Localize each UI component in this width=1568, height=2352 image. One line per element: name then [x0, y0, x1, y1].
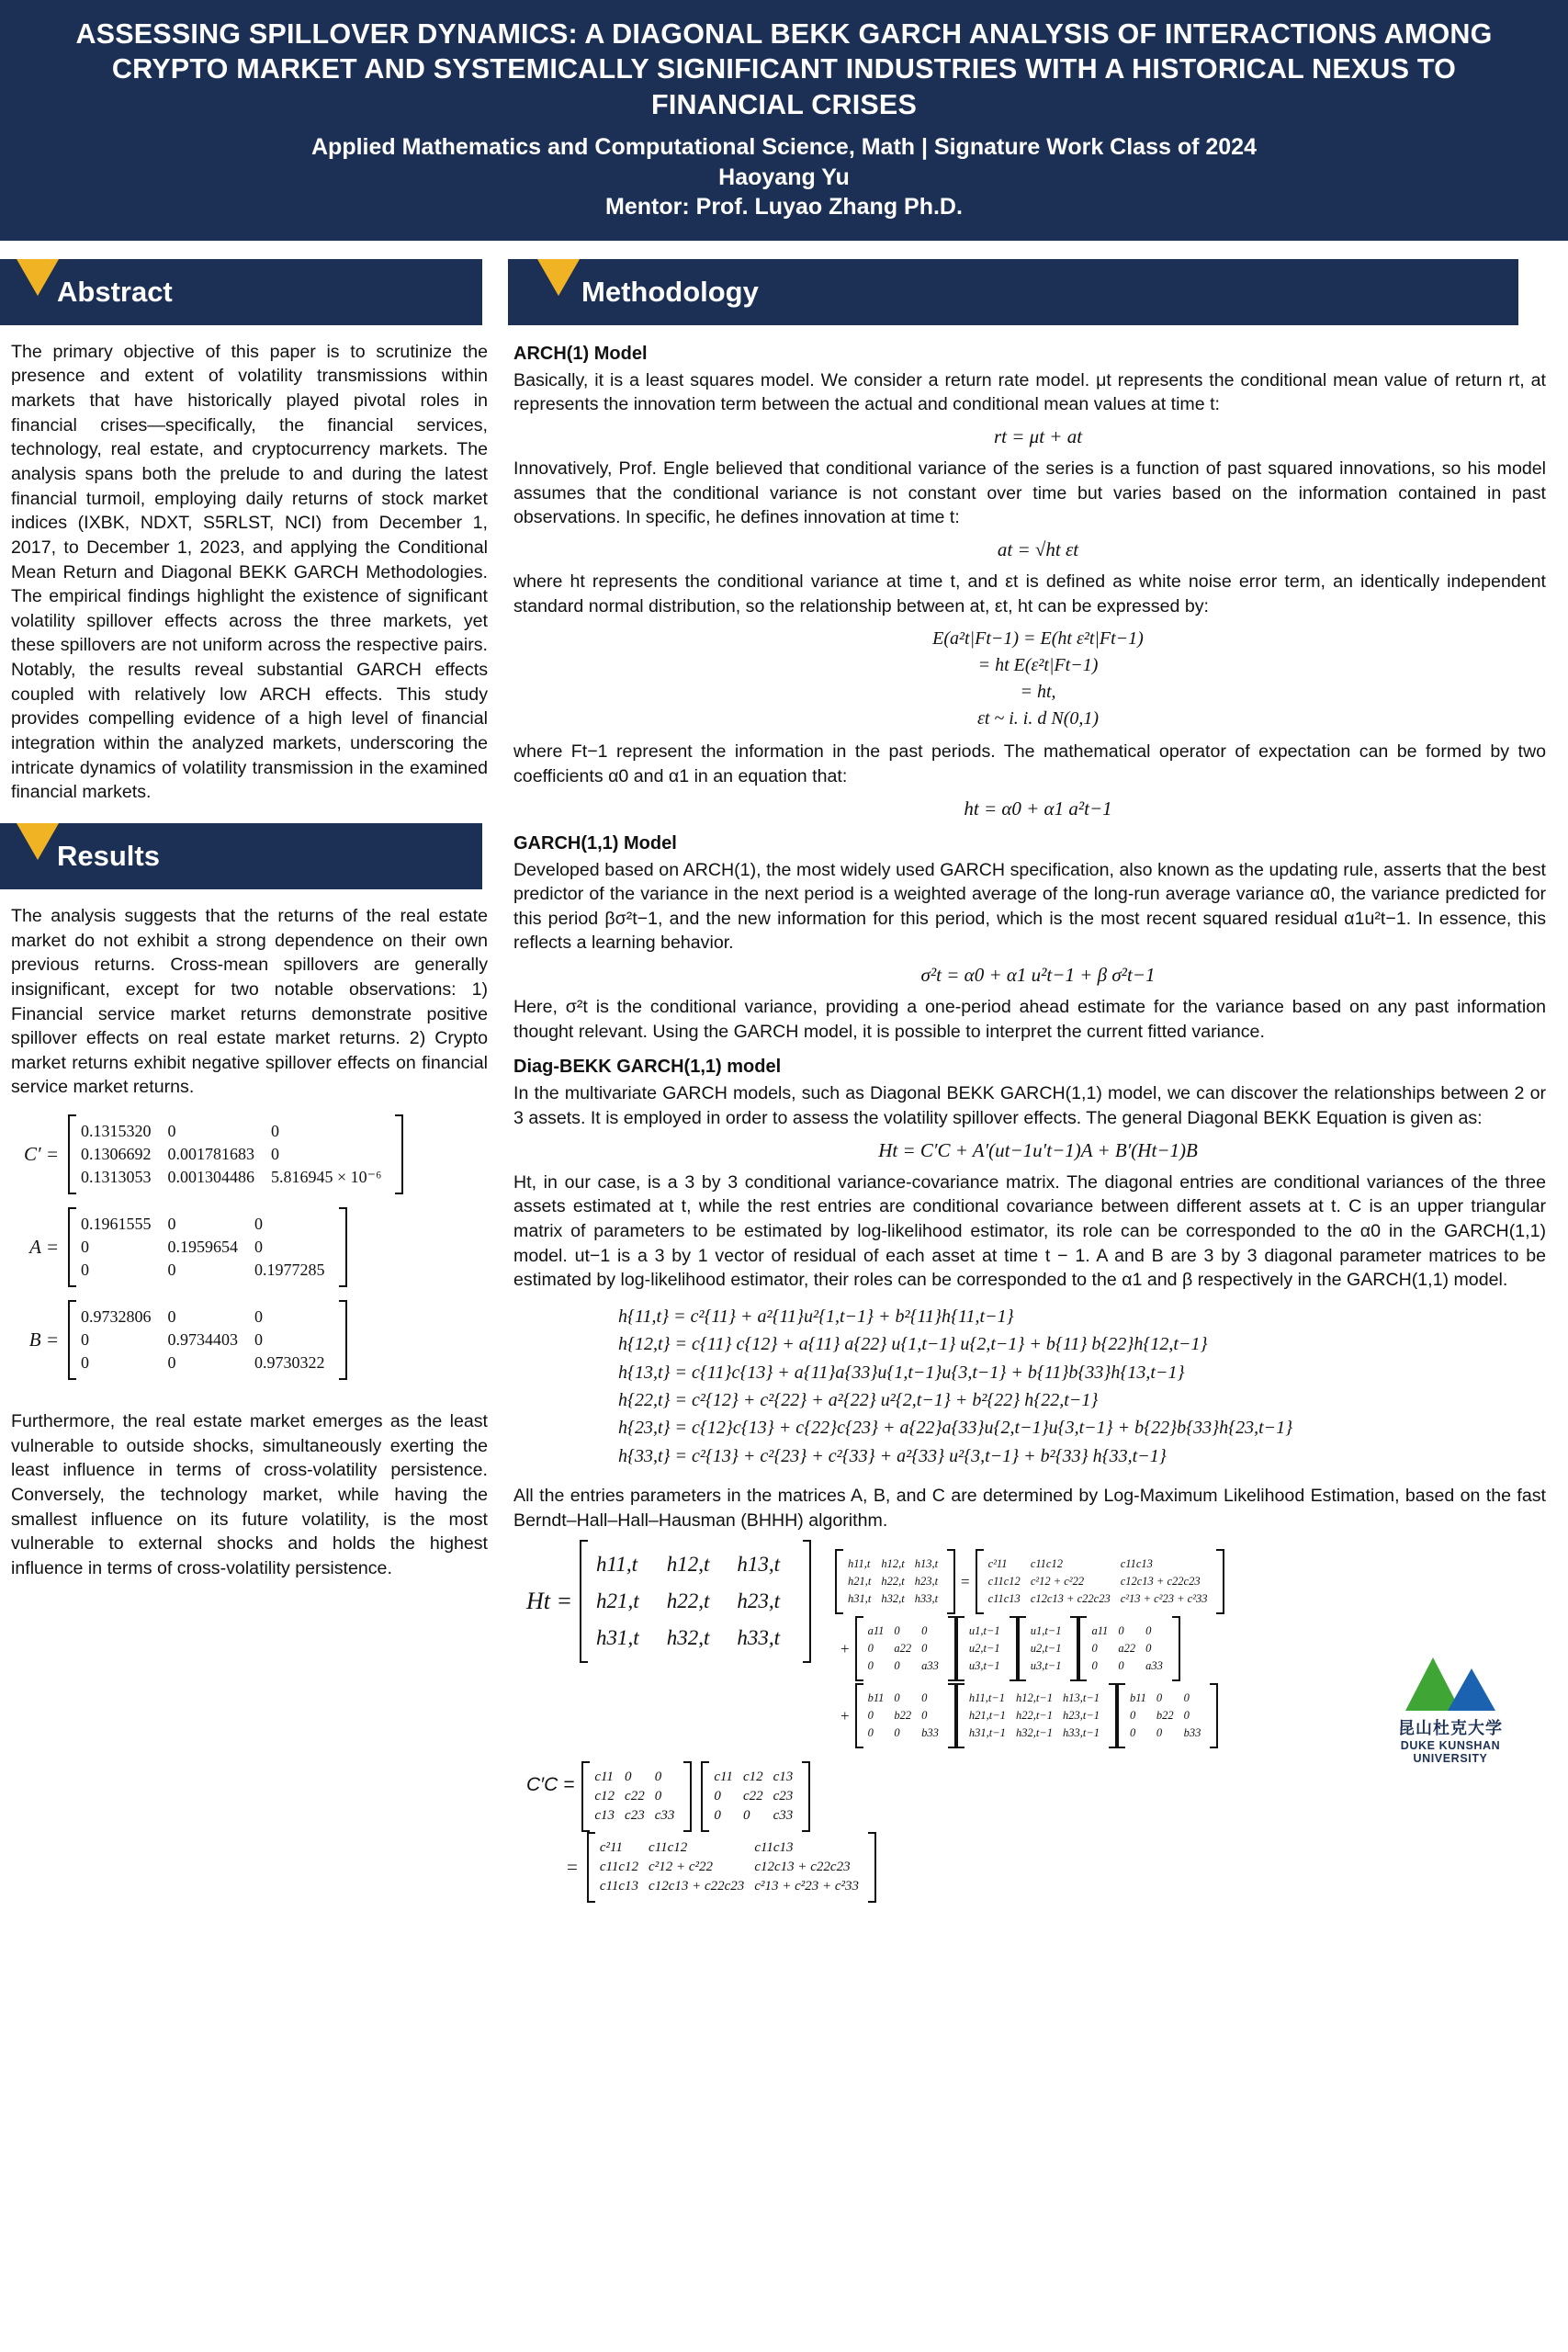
cell: 0 — [1118, 1659, 1124, 1673]
poster-body — [0, 241, 1568, 1902]
cell: 0 — [167, 1307, 176, 1327]
garch-paragraph-2: Here, σ²t is the conditional variance, providing a one-period ahead estimate for the variance based on any past information thought relevant. Using the GARCH model, it is possible to interpret the current fitted variance. — [513, 997, 1546, 1042]
ht-matrix — [526, 1542, 811, 1661]
cell: h33,t — [737, 1626, 780, 1650]
cell: c11c12 — [987, 1575, 1021, 1589]
matrix-bracket — [976, 1551, 1225, 1612]
bekk-equation-list — [508, 1302, 1568, 1471]
cell: 0.9730322 — [254, 1353, 325, 1373]
matrix-bracket — [855, 1685, 956, 1747]
cell: 0 — [867, 1659, 874, 1673]
cell: h31,t−1 — [968, 1726, 1006, 1740]
cell: 0 — [742, 1808, 750, 1824]
cell: 0 — [894, 1659, 900, 1673]
cell: 0 — [1091, 1642, 1098, 1656]
cell: 0 — [921, 1624, 928, 1638]
cell: h13,t−1 — [1062, 1691, 1100, 1705]
cell: 0.001304486 — [167, 1168, 254, 1187]
cell: b22 — [894, 1709, 912, 1723]
bekk-paragraph-1: In the multivariate GARCH models, such as Diagonal BEKK GARCH(1,1) model, we can discover the relationships between 2 or 3 assets. It is employed in order to assess the volatility spillover effects. The general Diagonal BEKK Equation is given as: — [513, 1083, 1546, 1129]
logo-english-name-line1: DUKE KUNSHAN — [1400, 1739, 1501, 1752]
cell: h13,t — [914, 1557, 939, 1571]
plus-sign: + — [840, 1639, 850, 1657]
matrix-bracket — [1078, 1618, 1179, 1679]
cell: h11,t — [596, 1553, 637, 1577]
cell: 0 — [1183, 1709, 1190, 1723]
equation-bekk: Ht = C′C + A′(ut−1u′t−1)A + B′(Ht−1)B — [878, 1138, 1198, 1161]
cell: 0 — [921, 1642, 928, 1656]
cell: u3,t−1 — [1030, 1659, 1062, 1673]
results-body-2: Furthermore, the real estate market emerges as the least vulnerable to outside shocks, simultaneously exerting the least influence in terms of cross-volatility persistence. Conversely, the technology market, while having the smallest influence on its future volatility, is the most vulnerable to external shocks and holds the highest influence in terms of cross-volatility persistence. — [11, 1411, 488, 1578]
abstract-title: Abstract — [0, 259, 482, 325]
cell: c12 — [742, 1770, 763, 1785]
expansion-row-3 — [835, 1685, 1225, 1747]
cell: h23,t — [914, 1575, 939, 1589]
cell: 0 — [271, 1122, 279, 1141]
bekk-paragraph-3: All the entries parameters in the matrices A, B, and C are determined by Log-Maximum Likelihood Estimation, based on the fast Berndt–Hall–Hall–Hausman (BHHH) algorithm. — [513, 1486, 1546, 1531]
cell: h11,t−1 — [968, 1691, 1005, 1705]
abstract-body: The primary objective of this paper is to scrutinize the presence and extent of volatility transmissions within markets that have historically played pivotal roles in financial crises—specifically, the financial services, technology, real estate, and cryptocurrency markets. The analysis spans both the prelude to and during the latest financial turmoil, employing daily returns of stock market indices (IXBK, NDXT, S5RLST, NCI) from December 1, 2017, to December 1, 2023, and applying the Conditional Mean Return and Diagonal BEKK GARCH Methodologies. The empirical findings highlight the existence of significant volatility spillover effects across the three markets, yet these spillovers are not uniform across the respective pairs. Notably, the results reveal substantial GARCH effects coupled with relatively low ARCH effects. This study provides compelling evidence of a high level of financial integration within the analyzed markets, underscoring the intricate dynamics of volatility transmission in the examined financial markets. — [11, 341, 488, 803]
cell: c²12 + c²22 — [1030, 1575, 1085, 1589]
logo-english-name-line2: UNIVERSITY — [1413, 1752, 1488, 1765]
matrix-bracket — [68, 1209, 347, 1285]
cell: 0 — [867, 1642, 874, 1656]
cell: h12,t−1 — [1015, 1691, 1053, 1705]
cell: c12 — [594, 1789, 615, 1804]
cell: h21,t−1 — [968, 1709, 1006, 1723]
cell: c13 — [773, 1770, 794, 1785]
cell: 0.1977285 — [254, 1261, 325, 1280]
cell: c²11 — [987, 1557, 1008, 1571]
cell: 5.816945 × 10⁻⁶ — [271, 1168, 382, 1187]
cell: b11 — [1130, 1691, 1146, 1705]
matrix-bracket — [581, 1763, 692, 1830]
cell: h12,t — [881, 1557, 905, 1571]
cell: u3,t−1 — [968, 1659, 1000, 1673]
cell: 0.1313053 — [81, 1168, 152, 1187]
cell: c²12 + c²22 — [649, 1860, 713, 1875]
triangle-marker-icon — [17, 259, 59, 296]
bekk-eq-11: h{11,t} = c²{11} + a²{11}u²{1,t−1} + b²{11}h{11,t−1} — [618, 1306, 1014, 1327]
cell: 0 — [81, 1261, 89, 1280]
cell: 0 — [625, 1770, 632, 1785]
matrix-bracket — [956, 1685, 1117, 1747]
equation-expectation-block — [508, 626, 1568, 732]
cell: 0 — [1145, 1642, 1152, 1656]
triangle-marker-icon — [537, 259, 580, 296]
cell: c11c13 — [599, 1879, 639, 1894]
matrix-bracket — [1018, 1618, 1079, 1679]
cell: 0 — [654, 1770, 662, 1785]
matrix-bracket — [68, 1302, 347, 1378]
blue-triangle-icon — [1448, 1668, 1495, 1711]
equation-line: = ht, — [1020, 682, 1056, 703]
cell: a33 — [921, 1659, 939, 1673]
cell: 0.9732806 — [81, 1307, 152, 1327]
triangle-marker-icon — [17, 823, 59, 860]
cell: h22,t — [666, 1589, 710, 1613]
left-column — [0, 241, 501, 1581]
matrix-bracket — [580, 1542, 811, 1661]
cell: 0 — [167, 1215, 176, 1234]
bekk-eq-13: h{13,t} = c{11}c{13} + a{11}a{33}u{1,t−1}u{3,t−1} + b{11}b{33}h{13,t−1} — [618, 1362, 1185, 1383]
cell: h21,t — [847, 1575, 872, 1589]
matrix-b-label: B = — [28, 1329, 59, 1351]
cell: 0.001781683 — [167, 1145, 254, 1164]
cell: c²13 + c²23 + c²33 — [754, 1879, 860, 1894]
ht-label: Ht = — [526, 1588, 573, 1615]
methodology-title: Methodology — [508, 259, 1518, 325]
cell: b33 — [921, 1726, 939, 1740]
expansion-row-1 — [835, 1551, 1225, 1612]
cell: 0.1306692 — [81, 1145, 152, 1164]
plus-sign: + — [840, 1706, 850, 1724]
cell: a11 — [1091, 1624, 1109, 1638]
matrix-a-label: A = — [29, 1236, 59, 1259]
section-header-results — [0, 823, 501, 889]
cell: c33 — [773, 1808, 794, 1824]
matrix-bracket — [587, 1834, 876, 1901]
matrix-bracket — [701, 1763, 810, 1830]
arch-paragraph-3: where ht represents the conditional variance at time t, and εt is defined as white noise error term, an identically independent standard normal distribution, so the relationship between at, εt, ht can be expressed by: — [513, 571, 1546, 616]
expansion-row-2 — [835, 1618, 1225, 1679]
cell: h21,t — [596, 1589, 639, 1613]
cell: 0 — [254, 1307, 263, 1327]
expansion-block — [835, 1545, 1225, 1747]
garch-paragraph-1: Developed based on ARCH(1), the most widely used GARCH specification, also known as the updating rule, asserts that the best predictor of the variance in the next period is a weighted average of the long-run average variance α0, the variance predicted for this period βσ²t−1, and the new information for this period, which is the most recent squared residual α1u²t−1. In essence, this reflects a learning behavior. — [513, 859, 1546, 954]
arch-heading: ARCH(1) Model — [513, 343, 648, 364]
cell: 0 — [254, 1330, 263, 1350]
cell: c23 — [773, 1789, 794, 1804]
bekk-eq-33: h{33,t} = c²{13} + c²{23} + c²{33} + a²{33} u²{3,t−1} + b²{33} h{33,t−1} — [618, 1445, 1167, 1466]
cell: c11 — [714, 1770, 733, 1785]
cell: h11,t — [847, 1557, 871, 1571]
bekk-eq-22: h{22,t} = c²{12} + c²{22} + a²{22} u²{2,t−1} + b²{22} h{22,t−1} — [618, 1390, 1099, 1411]
equation-rt: rt = μt + at — [993, 425, 1083, 448]
section-header-abstract — [0, 259, 501, 325]
matrix-b — [20, 1302, 501, 1378]
garch-heading: GARCH(1,1) Model — [513, 832, 677, 854]
cell: c11c12 — [1030, 1557, 1063, 1571]
bekk-eq-23: h{23,t} = c{12}c{13} + c{22}c{23} + a{22}a{33}u{2,t−1}u{3,t−1} + b{22}b{33}h{23,t−1} — [618, 1418, 1293, 1439]
cell: 0 — [867, 1726, 874, 1740]
cell: c12c13 + c22c23 — [1120, 1575, 1201, 1589]
section-header-methodology — [508, 259, 1568, 325]
arch-paragraph-4: where Ft−1 represent the information in the past periods. The mathematical operator of expectation can be formed by two coefficients α0 and α1 in an equation that: — [513, 741, 1546, 786]
bekk-eq-12: h{12,t} = c{11} c{12} + a{11} a{22} u{1,t−1} u{2,t−1} + b{11} b{22}h{12,t−1} — [618, 1334, 1208, 1355]
cell: c11c12 — [649, 1840, 688, 1856]
cell: h31,t — [847, 1592, 872, 1606]
header-author: Haoyang Yu — [718, 164, 850, 190]
cell: 0 — [1118, 1624, 1124, 1638]
results-title: Results — [0, 823, 482, 889]
equation-sigma: σ²t = α0 + α1 u²t−1 + β σ²t−1 — [920, 964, 1156, 987]
cell: h32,t — [881, 1592, 905, 1606]
cell: c11c13 — [754, 1840, 794, 1856]
cell: 0 — [167, 1353, 176, 1373]
cell: 0 — [1091, 1659, 1098, 1673]
cell: 0 — [81, 1353, 89, 1373]
logo-marks-icon — [1359, 1654, 1542, 1711]
cell: 0 — [921, 1709, 928, 1723]
cell: h12,t — [666, 1553, 710, 1577]
cell: h22,t−1 — [1015, 1709, 1053, 1723]
cell: 0 — [254, 1215, 263, 1234]
cell: 0 — [167, 1122, 176, 1141]
cell: c11c12 — [599, 1860, 639, 1875]
cell: c12c13 + c22c23 — [649, 1879, 745, 1894]
equals-sign: = — [567, 1856, 578, 1879]
cell: h23,t — [737, 1589, 780, 1613]
cell: h22,t — [881, 1575, 905, 1589]
cell: c12c13 + c22c23 — [1030, 1592, 1111, 1606]
cc-label: C′C = — [526, 1774, 575, 1796]
cell: h32,t−1 — [1015, 1726, 1053, 1740]
bekk-heading: Diag-BEKK GARCH(1,1) model — [513, 1057, 782, 1078]
cell: h31,t — [596, 1626, 639, 1650]
matrix-a — [20, 1209, 501, 1285]
cell: 0 — [254, 1238, 263, 1257]
matrix-bracket — [835, 1551, 955, 1612]
cell: c33 — [654, 1808, 675, 1824]
cell: a22 — [894, 1642, 912, 1656]
cell: 0 — [1130, 1709, 1136, 1723]
equation-line: εt ~ i. i. d N(0,1) — [976, 708, 1100, 729]
cell: 0 — [894, 1726, 900, 1740]
cell: h13,t — [737, 1553, 780, 1577]
cell: u1,t−1 — [1030, 1624, 1062, 1638]
arch-paragraph-1: Basically, it is a least squares model. We consider a return rate model. μt represents the conditional mean value of return rt, at represents the innovation term between the actual and conditional mean values at time t: — [513, 369, 1546, 415]
equation-ht: ht = α0 + α1 a²t−1 — [964, 797, 1112, 820]
cell: b22 — [1156, 1709, 1174, 1723]
university-logo — [1359, 1654, 1542, 1765]
cell: 0 — [894, 1691, 900, 1705]
header-subtitle: Applied Mathematics and Computational Science, Math | Signature Work Class of 2024 — [311, 134, 1257, 161]
cell: 0 — [1183, 1691, 1190, 1705]
page-title: ASSESSING SPILLOVER DYNAMICS: A DIAGONAL BEKK GARCH ANALYSIS OF INTERACTIONS AMONG CRYPTO MARKET AND SYSTEMICALLY SIGNIFICANT INDUSTRIES WITH A HISTORICAL NEXUS TO FINANCIAL CRISES — [75, 18, 1493, 120]
cell: 0.1959654 — [167, 1238, 238, 1257]
poster-header — [0, 0, 1568, 241]
bekk-paragraph-2: Ht, in our case, is a 3 by 3 conditional variance-covariance matrix. The diagonal entries are conditional variances of the three assets estimated at t, while the rest entries are conditional covariance between different assets at t. C is an upper triangular matrix of parameters to be estimated by log-likelihood estimator, its role can be corresponded to the α0 in the GARCH(1,1) model. ut−1 is a 3 by 1 vector of residual of each asset at time t − 1. A and B are 3 by 3 diagonal parameter matrices to be estimated by log-likelihood estimator, their roles can be corresponded to the α1 and β respectively in the GARCH(1,1) model. — [513, 1171, 1546, 1291]
cell: c11c13 — [1120, 1557, 1153, 1571]
cell: c11c13 — [987, 1592, 1021, 1606]
matrix-bracket — [68, 1116, 403, 1193]
equation-line: = ht E(ε²t|Ft−1) — [977, 655, 1099, 676]
matrix-bracket — [855, 1618, 956, 1679]
cell: a11 — [867, 1624, 885, 1638]
cell: b33 — [1183, 1726, 1201, 1740]
equation-line: E(a²t|Ft−1) = E(ht ε²t|Ft−1) — [932, 628, 1144, 650]
cell: 0 — [654, 1789, 662, 1804]
cell: 0 — [1130, 1726, 1136, 1740]
cell: c11 — [594, 1770, 614, 1785]
cell: 0.1961555 — [81, 1215, 152, 1234]
cell: h33,t−1 — [1062, 1726, 1100, 1740]
cc-result-block — [561, 1834, 1568, 1901]
cell: 0 — [867, 1709, 874, 1723]
cell: c22 — [742, 1789, 763, 1804]
header-mentor: Mentor: Prof. Luyao Zhang Ph.D. — [605, 194, 963, 220]
cell: c13 — [594, 1808, 615, 1824]
cell: b11 — [867, 1691, 885, 1705]
cell: 0 — [271, 1145, 279, 1164]
cell: 0.1315320 — [81, 1122, 152, 1141]
cell: 0 — [1156, 1691, 1163, 1705]
cell: c22 — [625, 1789, 645, 1804]
right-column — [501, 241, 1568, 1902]
matrix-bracket — [1117, 1685, 1218, 1747]
cell: 0 — [167, 1261, 176, 1280]
equals-sign: = — [961, 1572, 970, 1590]
arch-paragraph-2: Innovatively, Prof. Engle believed that conditional variance of the series is a function of past squared innovations, so his model assumes that the conditional variance is not constant over time but varies based on the information contained in past observations. In specific, he defines innovation at time t: — [513, 458, 1546, 528]
cell: 0 — [81, 1330, 89, 1350]
cell: 0 — [81, 1238, 89, 1257]
cell: 0.9734403 — [167, 1330, 238, 1350]
cell: c²11 — [599, 1840, 623, 1856]
cell: h23,t−1 — [1062, 1709, 1100, 1723]
cell: h32,t — [666, 1626, 710, 1650]
matrix-bracket — [956, 1618, 1018, 1679]
cell: 0 — [714, 1808, 721, 1824]
cell: c23 — [625, 1808, 645, 1824]
cell: u1,t−1 — [968, 1624, 1000, 1638]
cell: c²13 + c²23 + c²33 — [1120, 1592, 1208, 1606]
logo-chinese-name: 昆山杜克大学 — [1398, 1719, 1503, 1737]
results-body-1: The analysis suggests that the returns of the real estate market do not exhibit a strong dependence on their own previous returns. Cross-mean spillovers are generally insignificant, except for two notable observations: 1) Financial service market returns demonstrate positive spillover effects on real estate market returns. 2) Crypto market returns exhibit negative spillover effects on financial service market returns. — [11, 905, 488, 1098]
cell: 0 — [921, 1691, 928, 1705]
cell: 0 — [1145, 1624, 1152, 1638]
cell: u2,t−1 — [968, 1642, 1000, 1656]
matrix-c-prime-label: C′ = — [23, 1143, 59, 1166]
matrix-c-prime — [20, 1116, 501, 1193]
cell: c12c13 + c22c23 — [754, 1860, 851, 1875]
cell: 0 — [894, 1624, 900, 1638]
cell: h33,t — [914, 1592, 939, 1606]
equation-at: at = √ht εt — [997, 537, 1079, 560]
cell: a33 — [1145, 1659, 1163, 1673]
cell: 0 — [714, 1789, 721, 1804]
cell: u2,t−1 — [1030, 1642, 1062, 1656]
cell: 0 — [1156, 1726, 1163, 1740]
cell: a22 — [1118, 1642, 1136, 1656]
